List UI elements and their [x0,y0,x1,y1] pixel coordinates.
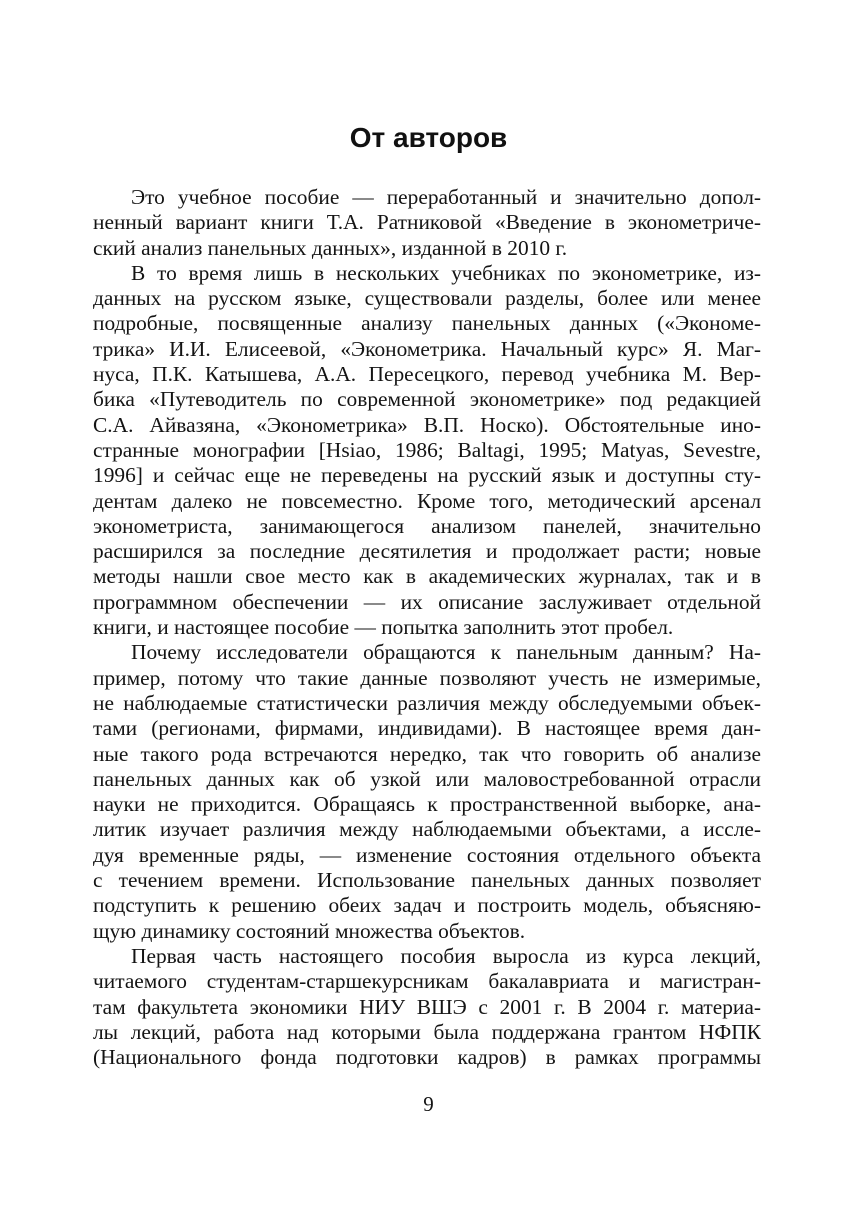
text-line: нуса, П.К. Катышева, А.А. Пересецкого, перевод учебника М. Вер- [93,362,761,387]
text-line: пример, потому что такие данные позволяют учесть не измеримые, [93,665,761,690]
text-line: лы лекций, работа над которыми была поддержана грантом НФПК [93,1019,761,1044]
text-line: панельных данных как об узкой или маловостребованной отрасли [93,766,761,791]
text-line: бика «Путеводитель по современной эконометрике» под редакцией [93,387,761,412]
text-line: Это учебное пособие — переработанный и значительно допол- [131,185,761,209]
text-line: методы нашли свое место как в академических журналах, так и в [93,564,761,589]
text-line: эконометриста, занимающегося анализом панелей, значительно [93,513,761,538]
text-line: литик изучает различия между наблюдаемыми объектами, а иссле- [93,817,761,842]
paragraph-3 [93,640,761,944]
text-line: книги, и настоящее пособие — попытка заполнить этот пробел. [93,615,674,640]
text-line: не наблюдаемые статистически различия между обследуемыми объек- [93,690,761,715]
text-line: тами (регионами, фирмами, индивидами). В настоящее время дан- [93,716,761,741]
text-line: программном обеспечении — их описание заслуживает отдельной [93,589,761,614]
text-line: Первая часть настоящего пособия выросла из курса лекций, [131,943,761,968]
text-line: подступить к решению обеих задач и построить модель, объясняю- [93,893,761,918]
text-line: читаемого студентам-старшекурсникам бакалавриата и магистран- [93,969,761,994]
text-line: трика» И.И. Елисеевой, «Эконометрика. Начальный курс» Я. Маг- [93,336,761,361]
text-line: странные монографии [Hsiao, 1986; Baltagi, 1995; Matyas, Sevestre, [93,437,761,462]
paragraph-1 [93,185,761,261]
paragraph-2 [93,261,761,640]
page-number: 9 [423,1092,434,1116]
text-line: 1996] и сейчас еще не переведены на русский язык и доступны сту- [93,463,761,488]
text-line: В то время лишь в нескольких учебниках по эконометрике, из- [131,260,761,285]
text-line: ненный вариант книги Т.А. Ратниковой «Введение в эконометриче- [93,210,761,235]
text-line: дентам далеко не повсеместно. Кроме того, методический арсенал [93,488,761,513]
paragraph-4 [93,944,761,1070]
section-heading: От авторов [349,122,508,153]
text-line: данных на русском языке, существовали разделы, более или менее [93,286,761,311]
text-line: подробные, посвященные анализу панельных данных («Экономе- [93,311,761,336]
text-line: С.А. Айвазяна, «Эконометрика» В.П. Носко). Обстоятельные ино- [93,412,761,437]
text-line: расширился за последние десятилетия и продолжает расти; новые [93,539,761,564]
body-text [93,185,761,1070]
text-line: науки не приходится. Обращаясь к пространственной выборке, ана- [93,792,761,817]
text-line: щую динамику состояний множества объектов. [93,918,526,943]
text-line: ные такого рода встречаются нередко, так что говорить об анализе [93,741,761,766]
text-line: Почему исследователи обращаются к панельным данным? На- [131,640,761,665]
text-line: ский анализ панельных данных», изданной в 2010 г. [93,235,568,260]
text-line: (Национального фонда подготовки кадров) в рамках программы [93,1045,761,1070]
text-line: дуя временные ряды, — изменение состояния отдельного объекта [93,842,761,867]
text-line: там факультета экономики НИУ ВШЭ с 2001 г. В 2004 г. материа- [93,994,761,1019]
text-line: с течением времени. Использование панельных данных позволяет [93,868,761,893]
